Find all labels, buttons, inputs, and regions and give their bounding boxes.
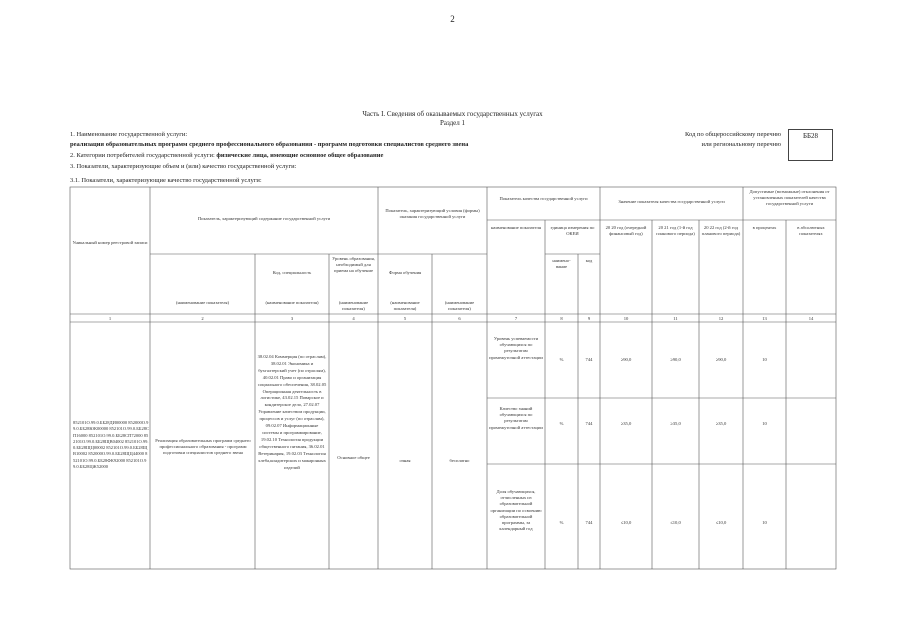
header-c2-bottom: (наименование показателя) (175, 300, 230, 305)
value-year-3: ≥90,0 (715, 357, 727, 362)
value-year-3: ≥35,0 (715, 421, 727, 426)
unit-cell: % (559, 357, 564, 362)
header-c4-top: Уровень образования, необходимый для приема на обучение (332, 256, 375, 274)
deviation-percent: 10 (762, 357, 767, 362)
header-year-2: 20 21 год (1-й год планового периода) (656, 225, 695, 237)
section-title: Раздел 1 (439, 119, 466, 127)
unit-cell: % (559, 520, 564, 525)
header-indicator-name: наименование показателя (490, 225, 542, 230)
col-number: 3 (290, 315, 294, 321)
value-year-1: ≥90,0 (620, 357, 632, 362)
page-number: 2 (450, 14, 455, 24)
col-number: 11 (673, 315, 678, 321)
header-conditions: Показатель, характеризующий условия (формы) оказания государственной услуги (385, 208, 480, 220)
col-number: 12 (718, 315, 724, 321)
program-cell: Реализация образовательных программ среднего профессионального образования - программ подготовки специалистов среднего звена (155, 438, 251, 456)
code-label: Код по общероссийскому перечню или региональному перечню (685, 131, 781, 148)
col-number: 4 (352, 315, 355, 321)
unit-code-cell: 744 (585, 520, 593, 525)
indicator-cell: Доля обучающихся, отчисленных из образовательной организации по освоению образовательной программы, за календарный год (490, 489, 542, 532)
col-number: 14 (808, 315, 814, 321)
unit-code-cell: 744 (585, 357, 593, 362)
value-year-2: ≥35,0 (670, 421, 681, 426)
col-number: 2 (201, 315, 204, 321)
part-title: Часть I. Сведения об оказываемых государственных услугах (362, 110, 543, 118)
consumers-label: 2. Категории потребителей государственной услуги: (70, 152, 217, 159)
header-deviation: Допустимые (возможные) отклонения от установленных показателей качества государственной услуги (749, 189, 830, 207)
indicators-label: 3. Показатели, характеризующие объем и (или) качество государственной услуги: (70, 163, 297, 170)
header-percent: в процентах (752, 225, 777, 230)
value-year-2: ≤10,0 (670, 520, 681, 525)
study-form-cell: очная (399, 458, 411, 463)
service-name-label: 1. Наименование государственной услуги: (70, 131, 188, 138)
header-content: Показатель, характеризующий содержание государственной услуги (197, 216, 331, 221)
value-year-1: ≤10,0 (620, 520, 632, 525)
header-quality: Показатель качества государственной услуги (499, 196, 588, 201)
header-year-3: 20 22 год (2-й год планового периода) (701, 225, 741, 237)
education-level-cell: Основное общее (337, 455, 370, 460)
header-c3-bottom: (наименование показателя) (265, 300, 319, 305)
header-absolute: в абсолютных показателях (797, 225, 825, 237)
value-year-3: ≤10,0 (715, 520, 727, 525)
header-c6-bottom: (наименование показателя) (444, 300, 475, 312)
header-year-1: 20 20 год (очередной финансовый год) (605, 225, 647, 237)
free-cell: бесплатно (449, 458, 470, 463)
col-number: 1 (108, 315, 112, 321)
indicator-cell: Качество знаний обучающихся по результатам промежуточной аттестации (489, 406, 543, 430)
deviation-percent: 10 (762, 520, 767, 525)
code-value: ББ28 (802, 132, 819, 140)
deviation-percent: 10 (762, 421, 767, 426)
header-c3-top: Код, специальность (272, 270, 312, 275)
col-number: 10 (623, 315, 629, 321)
indicator-cell: Уровень успеваемости обучающихся по результатам промежуточной аттестации (489, 336, 543, 360)
consumers-value: физические лица, имеющие основное общее образование (216, 152, 384, 159)
specialties-cell: 38.02.04 Коммерция (по отраслям), 38.02.01 Экономика и бухгалтерский учет (по отраслям), 40.02.01 Право и организация социального обеспечения, 38.02.05 Операционная деятельность в логистике, 43.02.15 Поварское и кондитерское дело, 27.02.07 Управление качеством продукции, процессов и услуг (по отраслям), 09.02.07 Информационные системы и программирование, 19.02.10 Технология продукции общественного питания, 36.02.01 Ветеринария, 19.02.03 Технология хлеба,кондитерских и макаронных изделий (257, 354, 327, 470)
header-unit-code: код (585, 258, 593, 263)
col-number: 6 (458, 315, 461, 321)
col-number: 13 (762, 315, 767, 321)
value-year-2: ≥90,0 (670, 357, 681, 362)
unit-cell: % (559, 421, 564, 426)
col-number: 5 (403, 315, 407, 321)
quality-label: 3.1. Показатели, характеризующие качество государственной услуги: (70, 177, 262, 184)
col-number: 8 (560, 315, 563, 321)
unit-code-cell: 744 (585, 421, 593, 426)
header-value: Значение показателя качества государственной услуги (618, 199, 725, 204)
col-number: 9 (587, 315, 591, 321)
value-year-1: ≥35,0 (620, 421, 632, 426)
header-c5-bottom: (наименование показателя) (390, 300, 420, 312)
header-registry: Уникальный номер реестровой записи (72, 240, 148, 245)
registry-numbers: 852101О.99.0.ББ28ДИ00000 852000О.99.0.ББ28ЮК00000 852101О.99.0.ББ28СП16000 852101О.99.0.ББ28СП72000 852101О.99.0.ББ28ЩВ04002 852101О.99.0.ББ28ЩЦ00002 852101О.99.0.ББ28ЩВ10002 852000О.99.0.ББ28ЩЦ44000 852101О.99.0.ББ28ФК92000 852101О.99.0.ББ28ЦЖ52000 (73, 420, 149, 470)
col-number: 7 (514, 315, 518, 321)
header-c5-top: Форма обучения (388, 270, 422, 275)
header-unit: единица измерения по ОКЕИ (550, 225, 595, 237)
header-c4-bottom: (наименование показателя) (338, 300, 369, 312)
service-name-value: реализация образовательных программ среднего профессионального образования - программ подготовки специалистов среднего звена (70, 141, 469, 148)
header-unit-name: наимено-вание (552, 258, 571, 270)
